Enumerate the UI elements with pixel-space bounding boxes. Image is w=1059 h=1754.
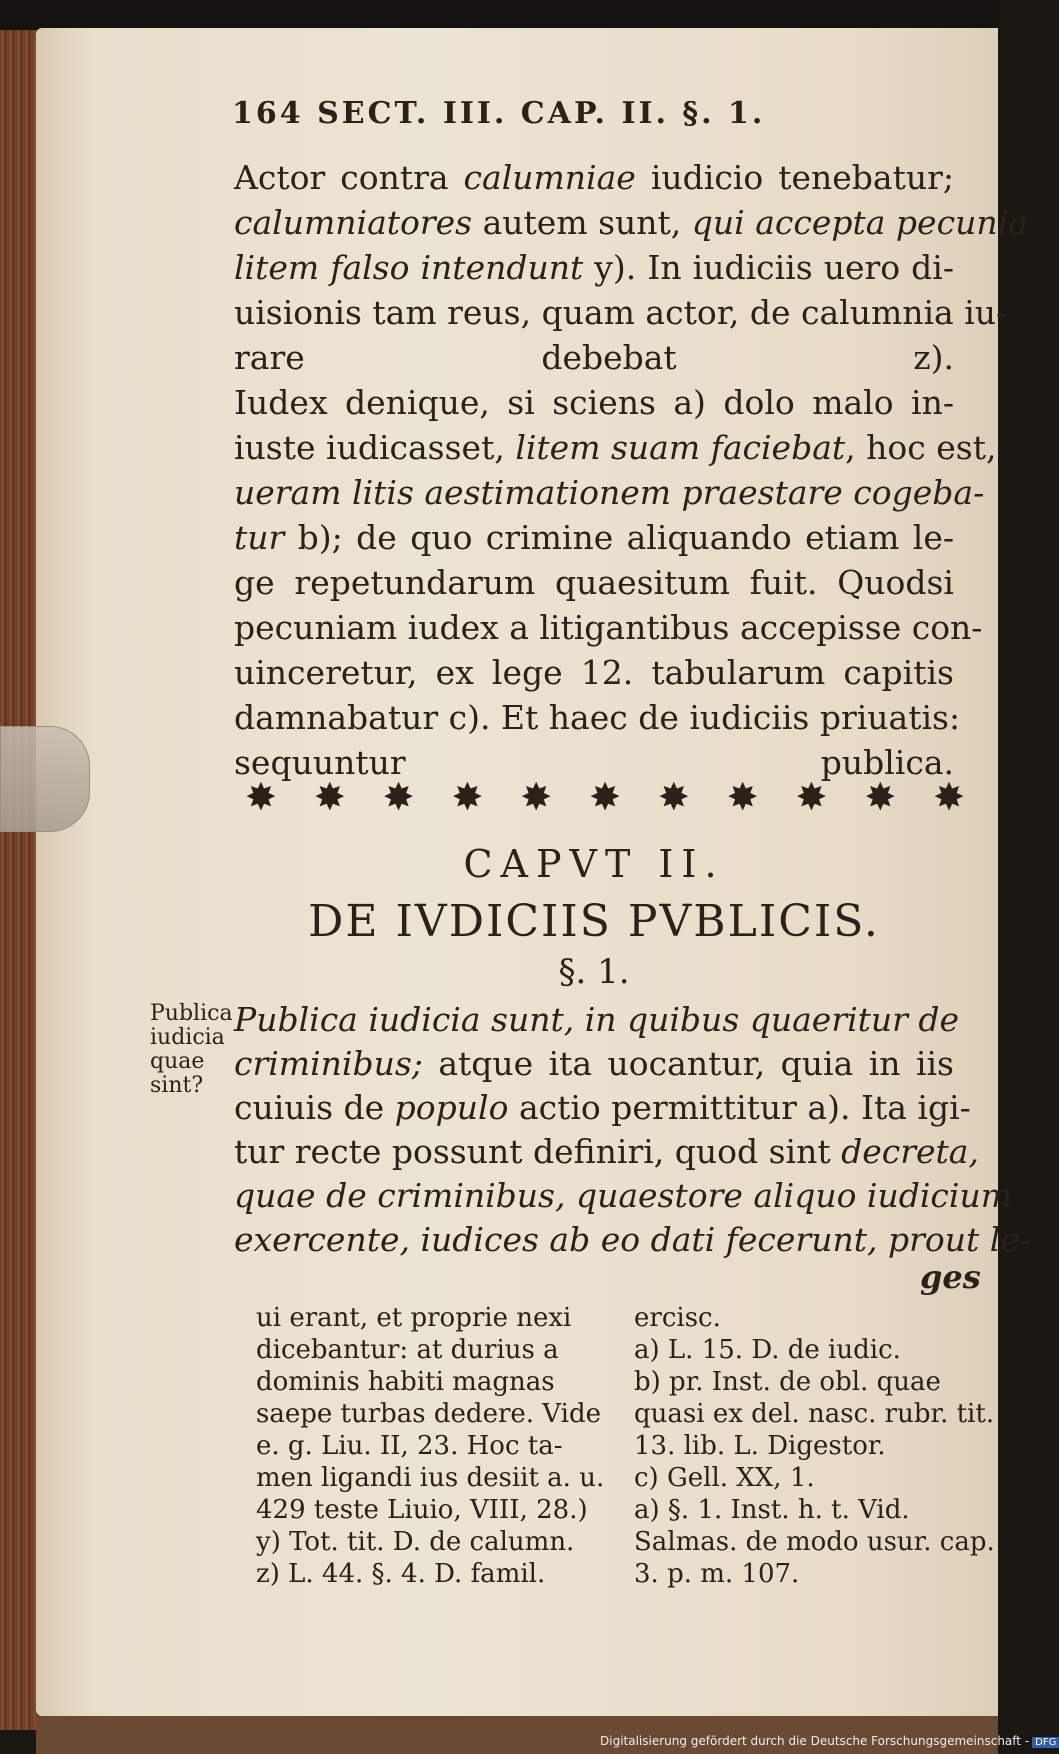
text-run: Publica iudicia sunt, in quibus quaeritur de (234, 1000, 960, 1039)
ornament-icon: ✸ (382, 775, 415, 819)
footnote-line: a) §. 1. Inst. h. t. Vid. (634, 1495, 910, 1525)
text-line (234, 518, 954, 557)
footnote-line: men ligandi ius desiit a. u. (256, 1463, 605, 1493)
text-run: actio permittitur a). Ita igi- (508, 1088, 971, 1127)
footer-text: Digitalisierung gefördert durch die Deutsche Forschungsgemeinschaft - (600, 1734, 1030, 1748)
text-run: iuste iudicasset, (234, 428, 516, 467)
margin-note-line: Publica (150, 1001, 233, 1026)
footnote-line: z) L. 44. §. 4. D. famil. (256, 1559, 546, 1589)
ornament-icon: ✸ (726, 775, 759, 819)
text-run: damnabatur c). Et haec de iudiciis priuatis: (234, 698, 961, 737)
text-line (234, 473, 985, 512)
ornament-icon: ✸ (313, 775, 346, 819)
text-line (234, 698, 961, 737)
footnote-line: quasi ex del. nasc. rubr. tit. (634, 1399, 995, 1429)
text-run: calumniatores (234, 203, 473, 242)
text-run: autem sunt, (472, 203, 692, 242)
footnote-line: ercisc. (634, 1303, 721, 1333)
footnote-line: dicebantur: at durius a (256, 1335, 559, 1365)
text-run: Actor contra (234, 158, 464, 197)
footnote-line: ui erant, et proprie nexi (256, 1303, 572, 1333)
text-line (234, 1000, 960, 1039)
text-run: ge repetundarum quaesitum fuit. Quodsi (234, 563, 954, 602)
text-line (234, 1088, 971, 1127)
section-number: §. 1. (558, 952, 630, 992)
ornament-icon: ✸ (864, 775, 897, 819)
text-run: pecuniam iudex a litigantibus accepisse con- (234, 608, 983, 647)
text-run: qui accepta pecunia (691, 203, 1028, 242)
text-line (234, 428, 997, 467)
footnote-line: Salmas. de modo usur. cap. (634, 1527, 995, 1557)
ornament-icon: ✸ (933, 775, 965, 819)
text-line (234, 1132, 979, 1171)
text-run: uisionis tam reus, quam actor, de calumnia iu- (234, 293, 1008, 332)
page-clip (0, 726, 90, 832)
margin-note-line: quae (150, 1049, 205, 1074)
running-header: 164 SECT. III. CAP. II. §. 1. (232, 96, 766, 131)
text-run: , hoc est, (845, 428, 997, 467)
text-line (234, 1220, 1031, 1259)
text-run: sequuntur publica. (234, 743, 954, 782)
footnote-line: b) pr. Inst. de obl. quae (634, 1367, 941, 1397)
text-run: uinceretur, ex lege 12. tabularum capitis (234, 653, 954, 692)
margin-note-line: sint? (150, 1073, 204, 1098)
text-run: Iudex denique, si sciens a) dolo malo in- (234, 383, 954, 422)
text-line (234, 1176, 1012, 1215)
text-run: cuiuis de (234, 1088, 395, 1127)
text-run: rare debebat z). (234, 338, 954, 377)
text-line (234, 653, 954, 692)
ornament-icon: ✸ (795, 775, 828, 819)
footnote-line: 429 teste Liuio, VIII, 28.) (256, 1495, 588, 1525)
text-run: tur (234, 518, 285, 557)
margin-note (150, 1002, 233, 1098)
text-run: criminibus; (234, 1044, 423, 1083)
text-run: litem falso intendunt (234, 248, 584, 287)
text-line (234, 203, 1028, 242)
margin-note-line: iudicia (150, 1025, 225, 1050)
text-run: tur recte possunt definiri, quod sint (234, 1132, 842, 1171)
footnote-line: c) Gell. XX, 1. (634, 1463, 815, 1493)
ornament-icon: ✸ (520, 775, 553, 819)
text-line (234, 248, 954, 287)
ornament-icon: ✸ (451, 775, 484, 819)
text-run: exercente, iudices ab eo dati fecerunt, prout le- (234, 1220, 1031, 1259)
text-line (234, 1044, 954, 1083)
text-line (234, 383, 954, 422)
footnote-line: saepe turbas dedere. Vide (256, 1399, 601, 1429)
text-line (234, 158, 954, 197)
text-run: atque ita uocantur, quia in iis (422, 1044, 954, 1083)
dfg-logo: DFG (1032, 1737, 1059, 1748)
text-run: populo (394, 1088, 509, 1127)
text-run: litem suam faciebat (515, 428, 846, 467)
footnote-line: 3. p. m. 107. (634, 1559, 800, 1589)
text-line (234, 293, 1008, 332)
ornament-icon: ✸ (657, 775, 690, 819)
text-run: iudicio tenebatur; (635, 158, 955, 197)
chapter-heading: CAPVT II. (463, 842, 725, 886)
text-run: calumniae (463, 158, 636, 197)
text-run: b); de quo crimine aliquando etiam le- (284, 518, 954, 557)
ornament-row (245, 775, 965, 819)
footnote-line: 13. lib. L. Digestor. (634, 1431, 886, 1461)
ornament-icon: ✸ (245, 775, 277, 819)
ornament-icon: ✸ (589, 775, 621, 819)
text-run: ueram litis aestimationem praestare cogeba- (234, 473, 985, 512)
text-run: quae de criminibus, quaestore aliquo iudicium (234, 1176, 1012, 1215)
footnote-line: e. g. Liu. II, 23. Hoc ta- (256, 1431, 563, 1461)
text-line (234, 563, 954, 602)
footnote-line: y) Tot. tit. D. de calumn. (256, 1527, 575, 1557)
text-run: decreta, (841, 1132, 979, 1171)
text-line (234, 608, 983, 647)
chapter-title: DE IVDICIIS PVBLICIS. (308, 896, 880, 947)
footnote-line: dominis habiti magnas (256, 1367, 555, 1397)
text-line (234, 338, 954, 377)
digitization-footer (600, 1734, 1059, 1748)
catchword: ges (920, 1258, 981, 1296)
footnote-line: a) L. 15. D. de iudic. (634, 1335, 901, 1365)
text-run: y). In iudiciis uero di- (583, 248, 954, 287)
